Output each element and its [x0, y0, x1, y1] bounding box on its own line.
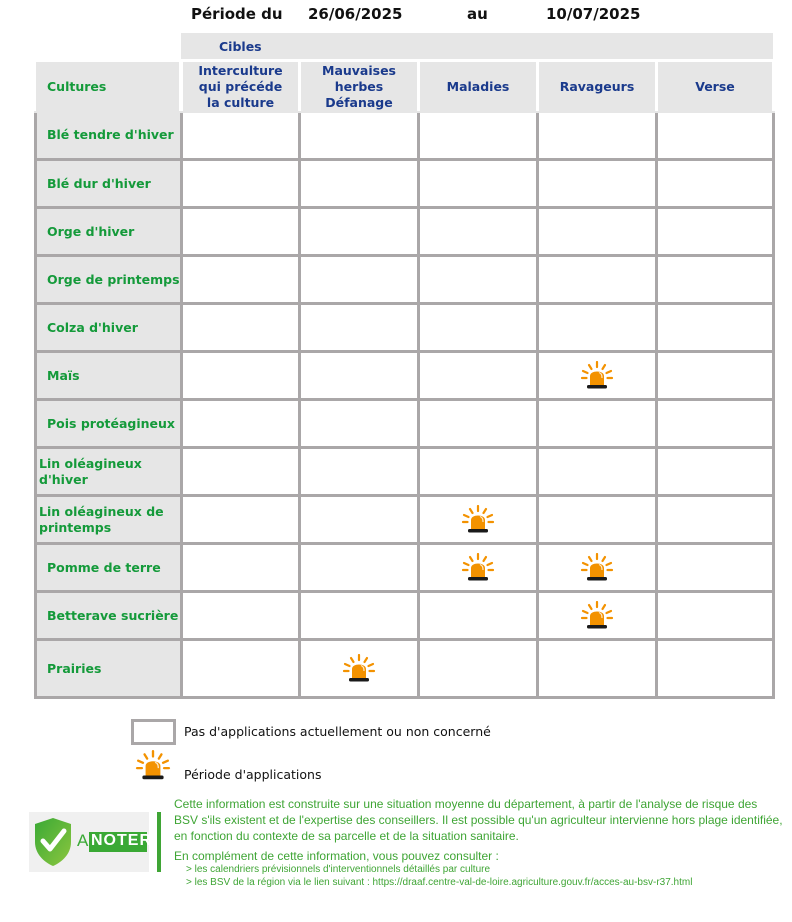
table-cell: [183, 593, 301, 641]
table-row: [34, 353, 775, 401]
table-cell: [658, 161, 775, 209]
crop-label: Blé tendre d'hiver: [34, 112, 183, 161]
table-cell: [183, 161, 301, 209]
table-cell: [658, 257, 775, 305]
column-header-label: Ravageurs: [559, 79, 635, 94]
application-calendar-table: [34, 112, 775, 699]
column-header-label: Interculture qui précéde la culture: [198, 63, 283, 110]
table-cell: [420, 497, 539, 545]
column-header: [420, 62, 536, 112]
table-row: [34, 545, 775, 593]
targets-label: Cibles: [219, 39, 262, 54]
table-cell: [301, 497, 420, 545]
crop-label: Lin oléagineux d'hiver: [34, 449, 183, 497]
alarm-beacon-icon: [580, 553, 614, 583]
table-cell: [301, 449, 420, 497]
period-start-date: 26/06/2025: [308, 5, 403, 23]
table-cell: [539, 161, 658, 209]
column-header: [183, 62, 298, 112]
table-cell: [658, 497, 775, 545]
note-link-bsv[interactable]: > les BSV de la région via le lien suivant : https://draaf.centre-val-de-loire.agriculture.gouv.fr/acces-au-bsv-r37.html: [186, 877, 693, 888]
table-cell: [539, 401, 658, 449]
table-cell: [301, 305, 420, 353]
table-cell: [301, 161, 420, 209]
badge-letter-a: A: [77, 831, 89, 850]
alarm-beacon-icon: [580, 601, 614, 631]
column-header: [658, 62, 772, 112]
table-row: [34, 161, 775, 209]
table-cell: [301, 353, 420, 401]
crop-label: Colza d'hiver: [34, 305, 183, 353]
table-row: [34, 497, 775, 545]
badge-noter-text: NOTER: [91, 832, 152, 849]
table-cell: [301, 593, 420, 641]
table-row: [34, 257, 775, 305]
crop-label: Orge d'hiver: [34, 209, 183, 257]
a-noter-badge: [29, 812, 152, 872]
table-cell: [539, 497, 658, 545]
table-cell: [301, 401, 420, 449]
table-cell: [658, 545, 775, 593]
crop-label: Prairies: [34, 641, 183, 699]
column-header-label: Maladies: [446, 79, 510, 94]
table-cell: [420, 545, 539, 593]
note-link-calendars[interactable]: > les calendriers prévisionnels d'interventionnels détaillés par culture: [186, 864, 491, 875]
table-row: [34, 449, 775, 497]
table-cell: [183, 641, 301, 699]
table-cell: [539, 545, 658, 593]
table-row: [34, 641, 775, 699]
table-row: [34, 112, 775, 161]
table-cell: [658, 593, 775, 641]
table-cell: [658, 401, 775, 449]
table-cell: [420, 257, 539, 305]
table-row: [34, 593, 775, 641]
table-cell: [420, 353, 539, 401]
table-cell: [420, 112, 539, 161]
table-cell: [539, 449, 658, 497]
table-cell: [539, 353, 658, 401]
crop-label: Orge de printemps: [34, 257, 183, 305]
alarm-beacon-icon: [461, 553, 495, 583]
table-cell: [420, 449, 539, 497]
period-header: [0, 5, 792, 27]
crop-label: Maïs: [34, 353, 183, 401]
period-label: Période du: [191, 5, 283, 23]
table-cell: [420, 305, 539, 353]
table-cell: [183, 209, 301, 257]
period-end-date: 10/07/2025: [546, 5, 641, 23]
table-row: [34, 209, 775, 257]
table-cell: [420, 209, 539, 257]
period-to-label: au: [467, 5, 488, 23]
crop-label: Pois protéagineux: [34, 401, 183, 449]
table-cell: [420, 401, 539, 449]
column-header-label: Mauvaises herbes Défanage: [322, 63, 396, 110]
column-header: [301, 62, 417, 112]
table-cell: [420, 593, 539, 641]
crop-label: Lin oléagineux de printemps: [34, 497, 183, 545]
table-cell: [183, 401, 301, 449]
table-cell: [301, 545, 420, 593]
table-cell: [420, 161, 539, 209]
table-cell: [301, 257, 420, 305]
table-cell: [301, 112, 420, 161]
table-cell: [539, 593, 658, 641]
table-cell: [183, 545, 301, 593]
note-paragraph: Cette information est construite sur une situation moyenne du département, à partir de l'analyse de risque des BSV s'ils existent et de l'expertise des conseillers. Il est possible qu'un agriculteur intervienne hors plage identifiée, en fonction du contexte de sa parcelle et de la situation sanitaire.: [174, 797, 783, 843]
targets-header: [181, 33, 773, 59]
table-cell: [658, 353, 775, 401]
table-cell: [420, 641, 539, 699]
crop-label: Betterave sucrière: [34, 593, 183, 641]
table-row: [34, 305, 775, 353]
crops-column-header: [36, 62, 179, 112]
table-cell: [183, 305, 301, 353]
legend-beacon-icon: [135, 750, 171, 782]
note-divider: [157, 812, 161, 872]
table-cell: [658, 449, 775, 497]
legend-empty-swatch: [131, 719, 176, 745]
table-cell: [658, 641, 775, 699]
alarm-beacon-icon: [580, 361, 614, 391]
table-cell: [183, 112, 301, 161]
legend-empty-label: Pas d'applications actuellement ou non concerné: [184, 724, 491, 739]
table-row: [34, 401, 775, 449]
table-cell: [183, 497, 301, 545]
note-complement: En complément de cette information, vous pouvez consulter :: [174, 849, 499, 863]
table-cell: [658, 305, 775, 353]
alarm-beacon-icon: [461, 505, 495, 535]
table-cell: [539, 112, 658, 161]
table-cell: [301, 209, 420, 257]
table-cell: [183, 353, 301, 401]
column-header: [539, 62, 655, 112]
grid-top-border: [34, 111, 775, 113]
table-cell: [183, 449, 301, 497]
alarm-beacon-icon: [342, 654, 376, 684]
legend-beacon-label: Période d'applications: [184, 767, 322, 782]
table-cell: [539, 209, 658, 257]
crop-label: Pomme de terre: [34, 545, 183, 593]
column-header-label: Verse: [695, 79, 735, 94]
crop-label: Blé dur d'hiver: [34, 161, 183, 209]
table-cell: [539, 257, 658, 305]
table-cell: [301, 641, 420, 699]
table-cell: [658, 209, 775, 257]
table-cell: [658, 112, 775, 161]
table-cell: [539, 305, 658, 353]
crops-header-label: Cultures: [47, 79, 107, 94]
table-cell: [539, 641, 658, 699]
table-cell: [183, 257, 301, 305]
